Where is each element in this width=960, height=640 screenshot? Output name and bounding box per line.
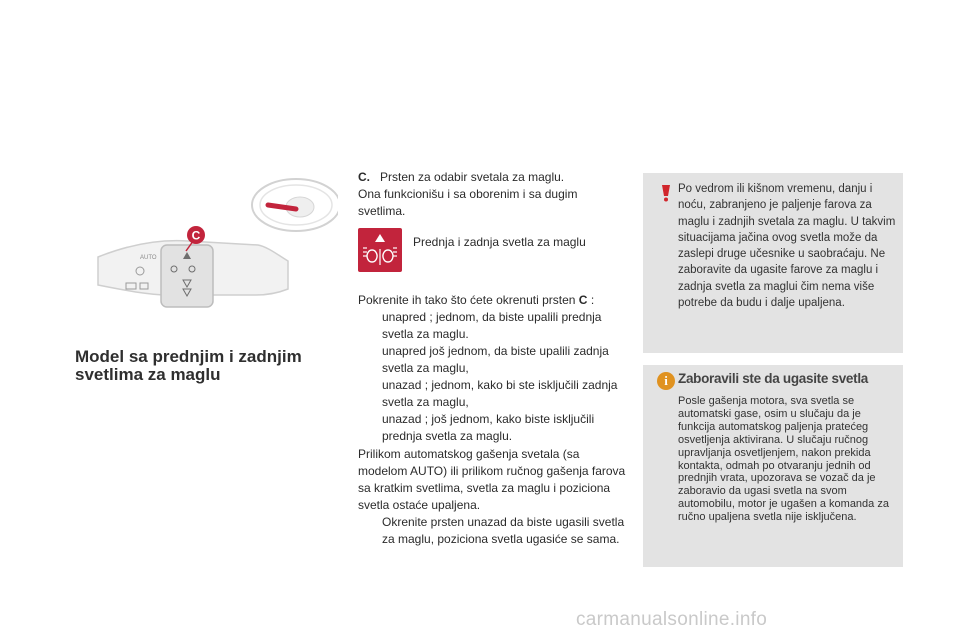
callout-c-label: C bbox=[191, 228, 201, 243]
steps-lead: Pokrenite ih tako što ćete okrenuti prsten C : bbox=[358, 293, 595, 307]
section-heading: Model sa prednjim i zadnjim svetlima za maglu bbox=[75, 347, 302, 384]
warning-box bbox=[643, 173, 903, 353]
fog-lamp-caption: Prednja i zadnja svetla za maglu bbox=[413, 235, 586, 249]
warning-text: Po vedrom ili kišnom vremenu, danju i noću, zabranjeno je paljenje farova za maglu i zadnjih svetala za maglu. U takvim situacijama jačina ovog svetla može da zaslepi druge učesnike u saobraćaju. Ne zaboravite da ugasite farove za maglu i zadnja svetla za maglui čim nema više potrebe da budu i dalje upaljena. bbox=[678, 183, 896, 310]
info-box bbox=[643, 365, 903, 567]
auto-off-section bbox=[358, 446, 628, 548]
fog-lamp-indicator-row bbox=[358, 228, 628, 280]
auto-label: AUTO bbox=[140, 255, 157, 261]
auto-off-paragraph: Prilikom automatskog gašenja svetala (sa modelom AUTO) ili prilikom ručnog gašenja farova sa kratkim svetlima, svetla za maglu i poziciona svetla ostaće upaljena. bbox=[358, 447, 626, 512]
list-item: unapred još jednom, da biste upalili zadnja svetla za maglu, bbox=[382, 344, 609, 375]
stalk-drawing bbox=[88, 165, 338, 325]
list-item: unazad ; još jednom, kako biste isključili prednja svetla za maglu. bbox=[382, 412, 595, 443]
front-rear-fog-lamp-icon bbox=[358, 228, 402, 272]
exclamation-icon bbox=[657, 184, 675, 202]
info-title: Zaboravili ste da ugasite svetla bbox=[678, 371, 868, 386]
ring-c-line1: Prsten za odabir svetala za maglu. bbox=[380, 170, 565, 184]
fog-lamp-steps bbox=[358, 292, 628, 445]
list-item: Okrenite prsten unazad da biste ugasili svetla za maglu, poziciona svetla ugasiće se sama. bbox=[382, 515, 625, 546]
list-item: unazad ; jednom, kako bi ste isključili zadnja svetla za maglu, bbox=[382, 378, 618, 409]
watermark: carmanualsonline.info bbox=[576, 609, 768, 630]
ring-c-description bbox=[358, 169, 628, 220]
ring-letter: C. bbox=[358, 170, 370, 184]
info-text: Posle gašenja motora, sva svetla se automatski gase, osim u slučaju da je funkcija automatskog paljenja pratećeg osvetljenja aktivirana. U slučaju ručnog upravljanja osvetljenjem, nakon prekida kontakta, odmah po otvaranju jednih od prednjih vrata, upozorava se vozač da je zaboravio da ugasi svetla na svom automobilu, motor je ugašen a komanda za ručno upaljena svetla nije isključena. bbox=[678, 395, 889, 524]
list-item: unapred ; jednom, da biste upalili prednja svetla za maglu. bbox=[382, 310, 602, 341]
info-icon: i bbox=[657, 372, 675, 390]
lighting-stalk-illustration bbox=[88, 165, 338, 325]
ring-c-line2: Ona funkcionišu i sa oborenim i sa dugim svetlima. bbox=[358, 187, 578, 218]
